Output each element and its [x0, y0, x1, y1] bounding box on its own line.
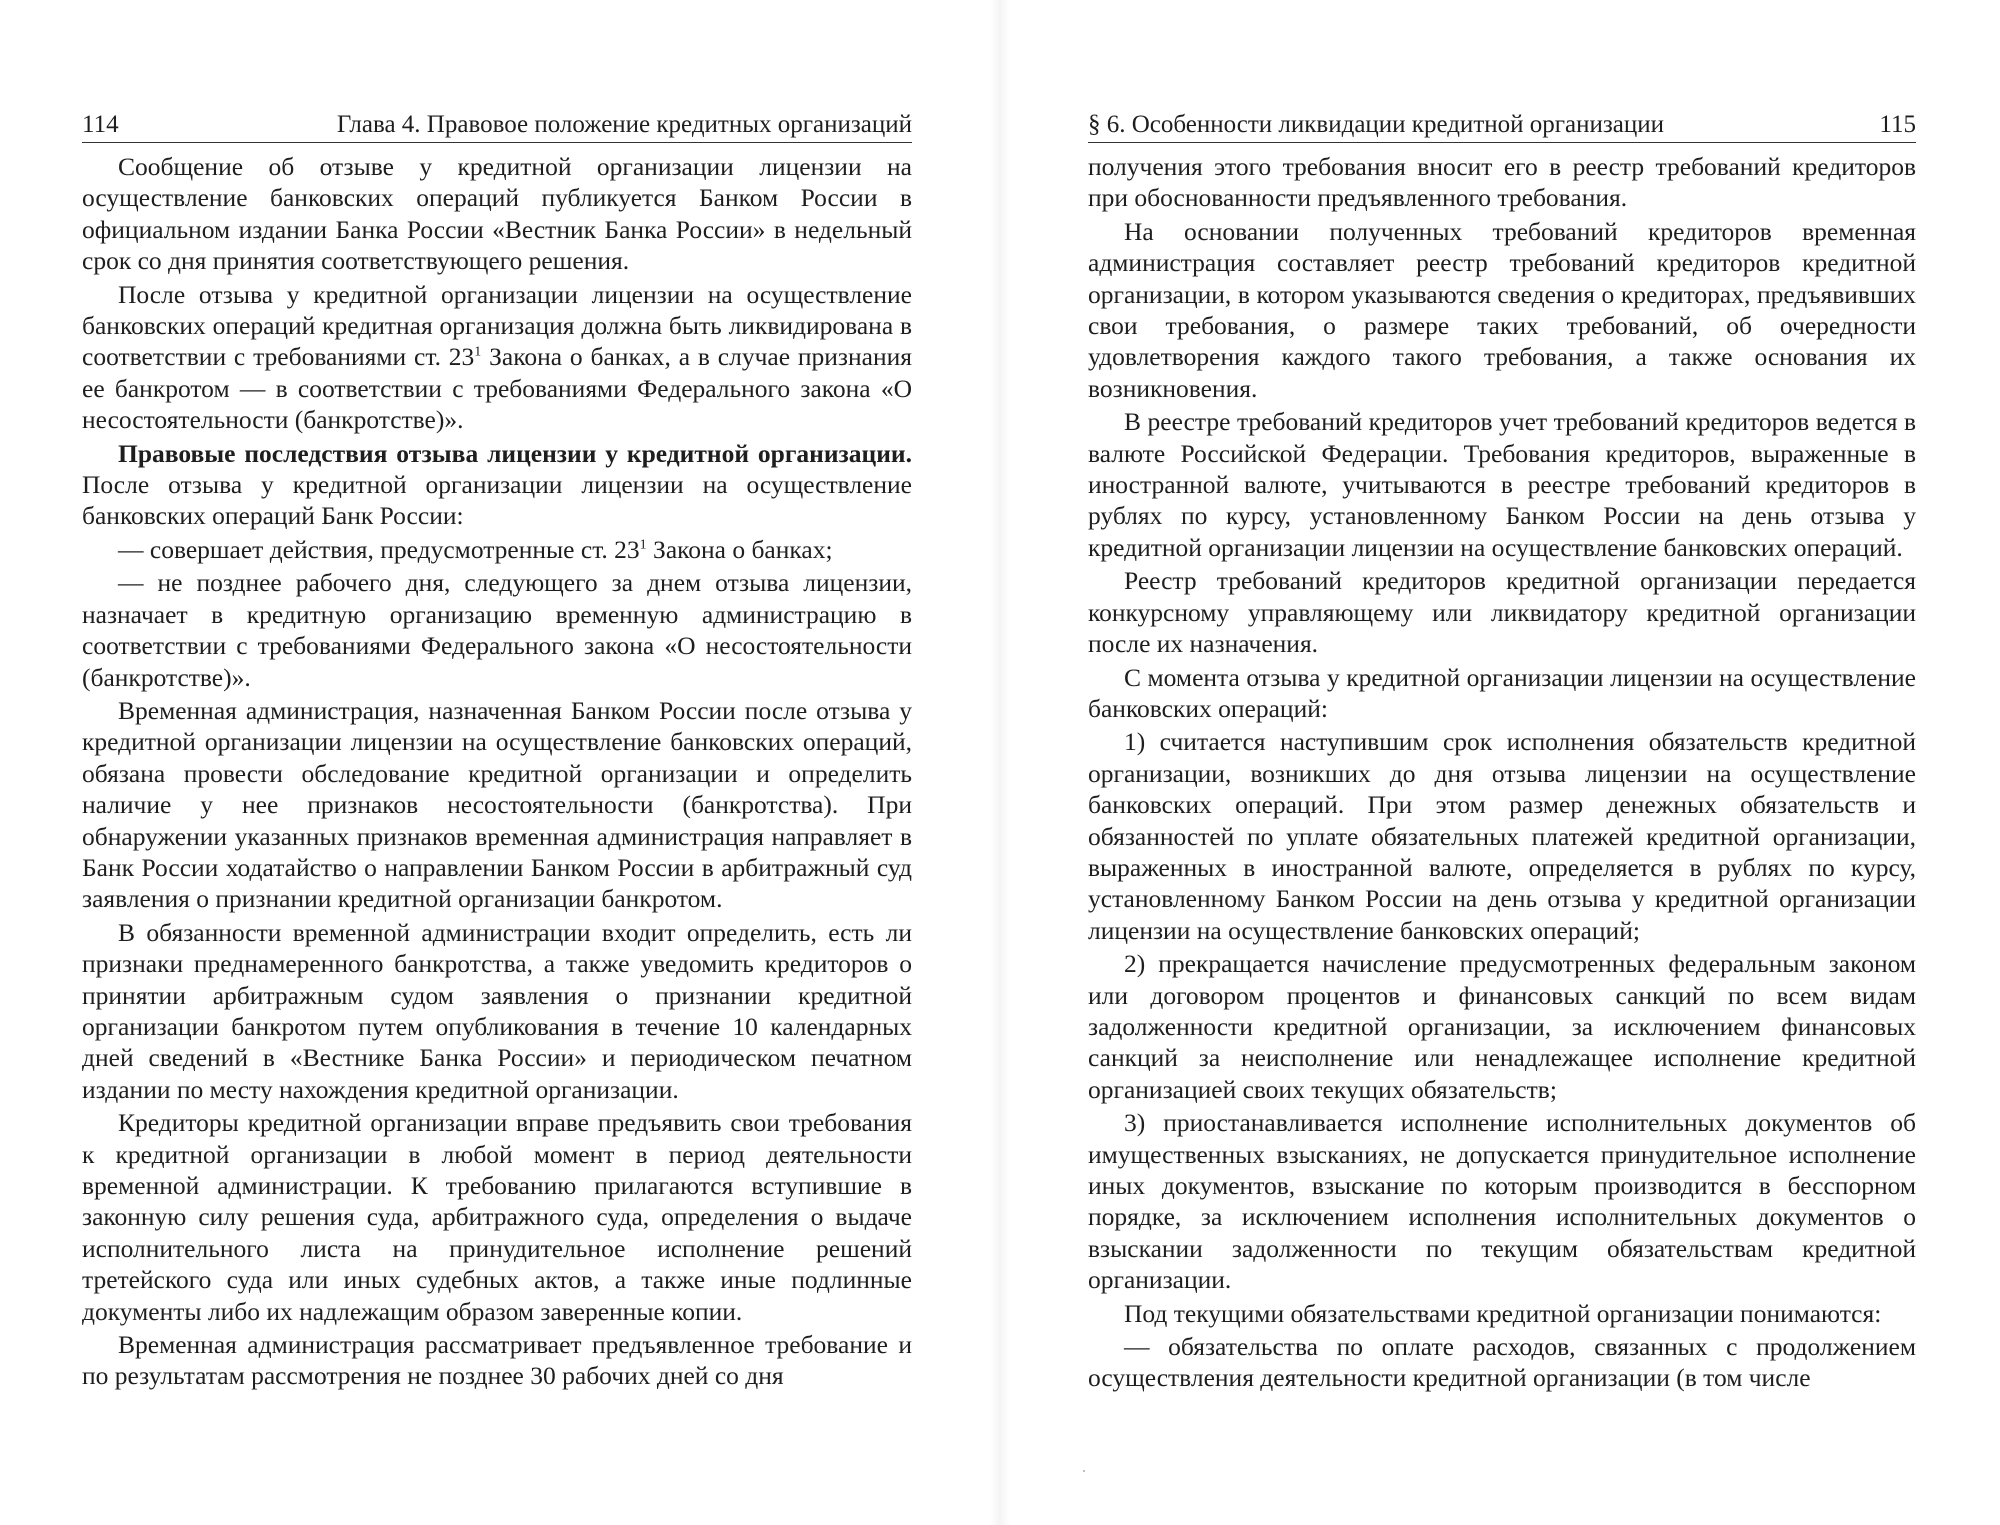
right-page	[1000, 0, 2000, 1525]
list-item: — обязательства по оплате расходов, связанных с продолжением осуществления деятельности кредитной организации (в том числе	[1088, 1332, 1916, 1393]
right-page-body	[1088, 151, 1916, 1396]
paragraph: На основании полученных требований кредиторов временная администрация составляет реестр требований кредиторов кредитной организации, в котором указываются сведения о кредиторах, предъявивших свои требования, о размере таких требований, об очередности удовлетворения каждого такого требования, а также основания их возникновения.	[1088, 216, 1916, 403]
list-item: 2) прекращается начисление предусмотренных федеральным законом или договором процентов и финансовых санкций по всем видам задолженности кредитной организации, за исключением финансовых санкций за неисполнение или ненадлежащее исполнение кредитной организацией своих текущих обязательств;	[1088, 949, 1916, 1104]
paragraph: получения этого требования вносит его в реестр требований кредиторов при обоснованности предъявленного требования.	[1088, 152, 1916, 213]
right-page-header	[1088, 108, 1916, 143]
list-item: 3) приостанавливается исполнение исполнительных документов об имущественных взысканиях, не допускается принудительное исполнение иных документов, взыскание по которым производится в бесспорном порядке, за исключением исполнения исполнительных документов о взыскании задолженности по текущим обязательствам кредитной организации.	[1088, 1108, 1916, 1295]
list-item-text: Закона о банках;	[653, 534, 833, 564]
paragraph: Временная администрация, назначенная Банком России после отзыва у кредитной организации лицензии на осуществление банковских операций, обязана провести обследование кредитной организации и определить наличие у нее признаков несостоятельности (банкротства). При обнаружении указанных признаков временная администрация направляет в Банк России ходатайство о направлении Банком России в арбитражный суд заявления о признании кредитной организации банкротом.	[82, 695, 912, 914]
running-title: § 6. Особенности ликвидации кредитной организации	[1088, 111, 1664, 138]
paragraph: В обязанности временной администрации входит определить, есть ли признаки преднамеренного банкротства, а также уведомить кредиторов о принятии арбитражным судом заявления о признании кредитной организации банкротом путем опубликования в течение 10 календарных дней сведений в «Вестнике Банка России» и периодическом печатном издании по месту нахождения кредитной организации.	[82, 917, 912, 1104]
list-item: 1) считается наступившим срок исполнения обязательств кредитной организации, возникших до дня отзыва лицензии на осуществление банковских операций. При этом размер денежных обязательств и обязанностей по уплате обязательных платежей кредитной организации, выраженных в иностранной валюте, определяется в рублях по курсу, установленному Банком России на день отзыва у кредитной организации лицензии на осуществление банковских операций;	[1088, 727, 1916, 945]
footnote-superscript: 1	[639, 537, 647, 553]
paragraph: Реестр требований кредиторов кредитной организации передается конкурсному управляющему или ликвидатору кредитной организации после их назначения.	[1088, 566, 1916, 659]
page-number: 114	[82, 111, 119, 138]
paragraph-text: После отзыва у кредитной организации лицензии на осуществление банковских операций Банк России:	[82, 470, 912, 531]
left-page-header	[82, 108, 912, 143]
paragraph: С момента отзыва у кредитной организации лицензии на осуществление банковских операций:	[1088, 662, 1916, 723]
paragraph: Под текущими обязательствами кредитной организации понимаются:	[1124, 1298, 1882, 1328]
running-title: Глава 4. Правовое положение кредитных организаций	[336, 111, 912, 138]
list-item: — не позднее рабочего дня, следующего за днем отзыва лицензии, назначает в кредитную организацию временную администрацию в соответствии с требованиями Федерального закона «О несостоятельности (банкротстве)».	[82, 568, 912, 692]
section-heading-paragraph	[82, 438, 912, 532]
footnote-superscript: 1	[474, 344, 482, 360]
list-item-text: — совершает действия, предусмотренные ст. 23	[118, 534, 640, 564]
page-number: 115	[1879, 111, 1916, 138]
paragraph	[82, 279, 912, 436]
paragraph: Кредиторы кредитной организации вправе предъявить свои требования к кредитной организации в любой момент в период деятельности временной администрации. К требованию прилагаются вступившие в законную силу решения суда, арбитражного суда, определения о выдаче исполнительного листа на принудительное исполнение решений третейского суда или иных судебных актов, а также иные подлинные документы либо их надлежащим образом заверенные копии.	[82, 1108, 912, 1326]
paragraph-text: Закона о банках, а в случае признания ее банкротом — в соответствии с требованиями Федерального закона «О несостоятельности (банкротстве)».	[82, 342, 912, 435]
paragraph: В реестре требований кредиторов учет требований кредиторов ведется в валюте Российской Федерации. Требования кредиторов, выраженные в иностранной валюте, учитываются в реестре требований кредиторов в рублях по курсу, установленному Банком России на день отзыва у кредитной организации лицензии на осуществление банковских операций.	[1088, 407, 1916, 562]
list-item	[82, 534, 912, 565]
paragraph: Временная администрация рассматривает предъявленное требование и по результатам рассмотрения не позднее 30 рабочих дней со дня	[82, 1330, 912, 1391]
bold-heading: Правовые последствия отзыва лицензии у кредитной организации.	[118, 438, 912, 468]
paragraph: Сообщение об отзыве у кредитной организации лицензии на осуществление банковских операций публикуется Банком России в официальном издании Банка России «Вестник Банка России» в недельный срок со дня принятия соответствующего решения.	[82, 152, 912, 276]
page-speck	[1083, 1470, 1085, 1472]
paragraph-text: После отзыва у кредитной организации лицензии на осуществление банковских операций кредитная организация должна быть ликвидирована в соответствии с требованиями ст. 23	[82, 279, 912, 372]
left-page-body	[82, 151, 912, 1394]
